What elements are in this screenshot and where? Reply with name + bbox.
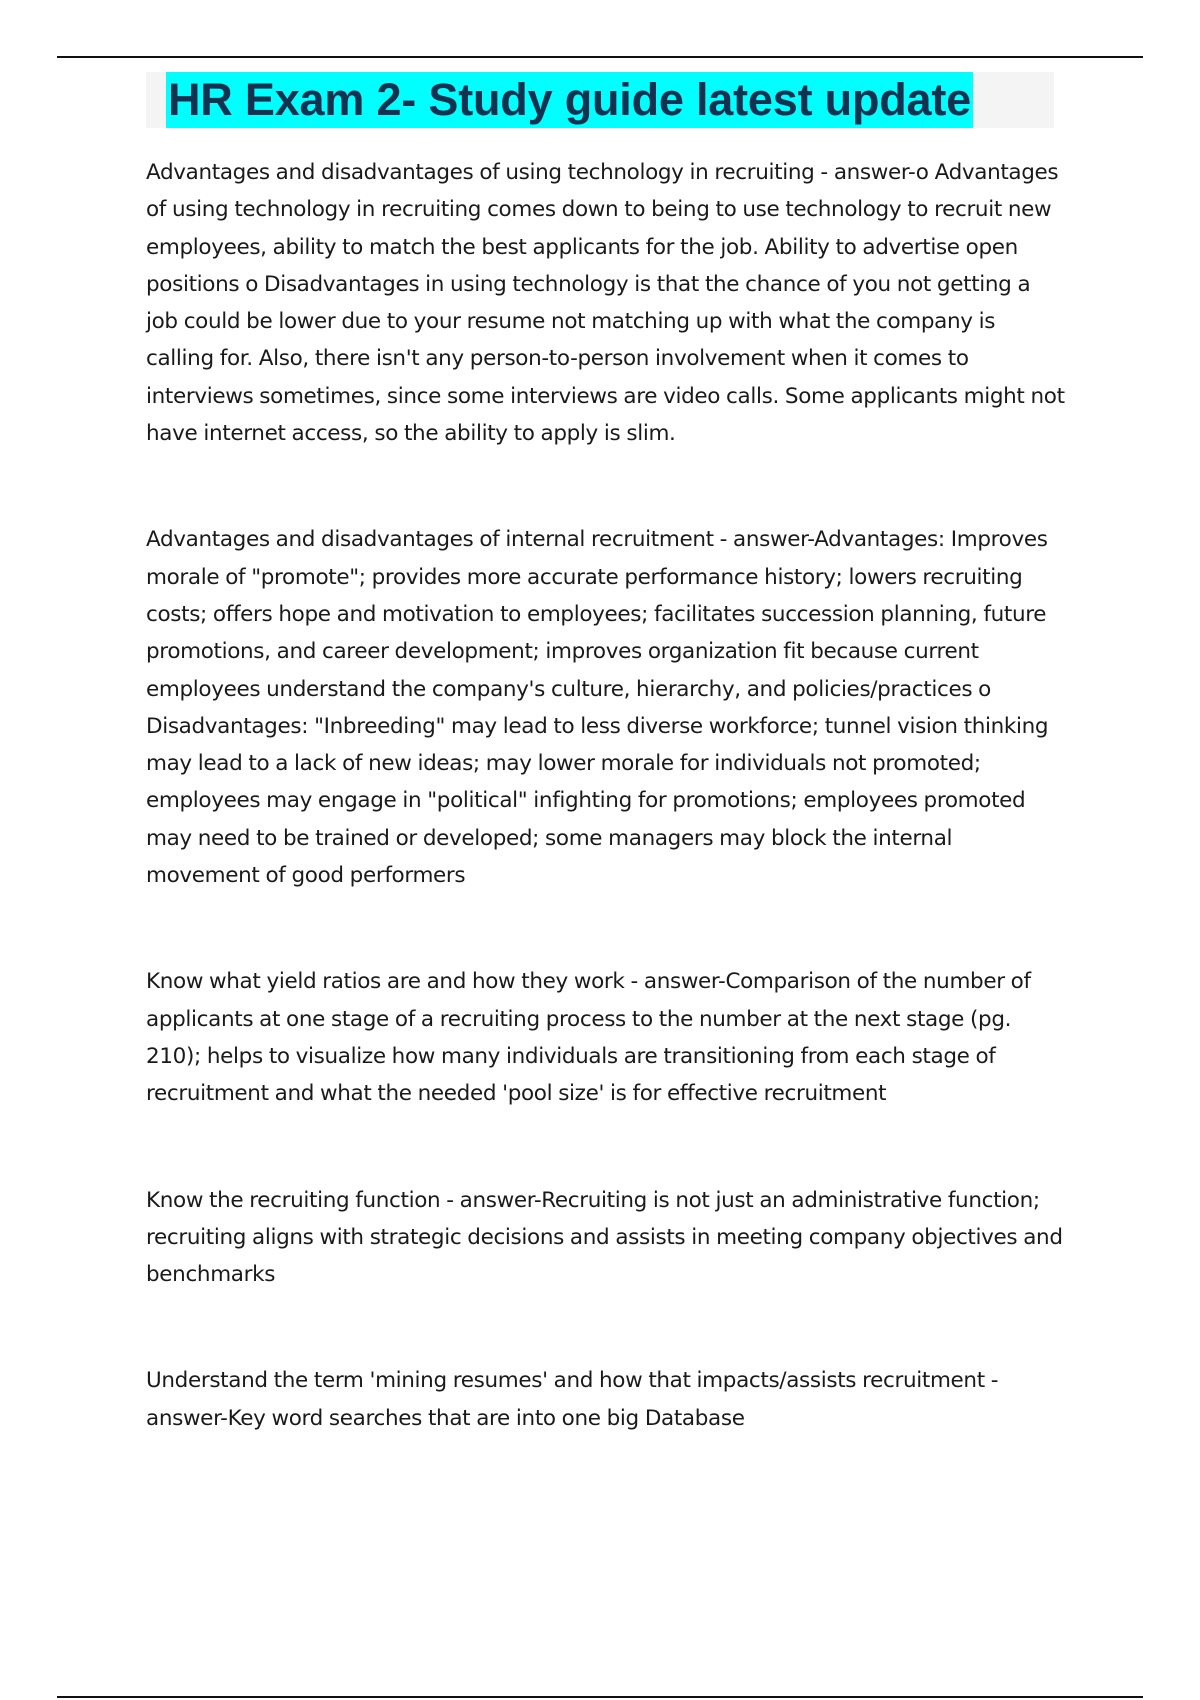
- qa-entry-yield-ratios: Know what yield ratios are and how they work - answer-Comparison of the number of applicants at one stage of a recruiting process to the number at the next stage (pg. 210); helps to visualize how many individuals are transitioning from each stage of recruitment and what the needed 'pool size' is for effective recruitment: [146, 969, 1031, 1107]
- bottom-rule: [57, 1696, 1143, 1698]
- study-guide-body: [146, 154, 1066, 1437]
- qa-entry-technology-recruiting: Advantages and disadvantages of using technology in recruiting - answer-o Advantages of using technology in recruiting comes down to being to use technology to recruit new employees, ability to match the best applicants for the job. Ability to advertise open positions o Disadvantages in using technology is that the chance of you not getting a job could be lower due to your resume not matching up with what the company is calling for. Also, there isn't any person-to-person involvement when it comes to interviews sometimes, since some interviews are video calls. Some applicants might not have internet access, so the ability to apply is slim.: [146, 160, 1065, 447]
- title-block: [146, 72, 1054, 128]
- qa-entry-recruiting-function: Know the recruiting function - answer-Recruiting is not just an administrative function; recruiting aligns with strategic decisions and assists in meeting company objectives and benchmarks: [146, 1187, 1063, 1288]
- qa-entry-internal-recruitment: Advantages and disadvantages of internal recruitment - answer-Advantages: Improves morale of "promote"; provides more accurate performance history; lowers recruiting costs; offers hope and motivation to employees; facilitates succession planning, future promotions, and career development; improves organization fit because current employees understand the company's culture, hierarchy, and policies/practices o Disadvantages: "Inbreeding" may lead to less diverse workforce; tunnel vision thinking may lead to a lack of new ideas; may lower morale for individuals not promoted; employees may engage in "political" infighting for promotions; employees promoted may need to be trained or developed; some managers may block the internal movement of good performers: [146, 527, 1049, 889]
- page-title: HR Exam 2- Study guide latest update: [166, 72, 973, 128]
- top-rule: [57, 56, 1143, 58]
- qa-entry-mining-resumes: Understand the term 'mining resumes' and how that impacts/assists recruitment - answer-Key word searches that are into one big Database: [146, 1368, 999, 1431]
